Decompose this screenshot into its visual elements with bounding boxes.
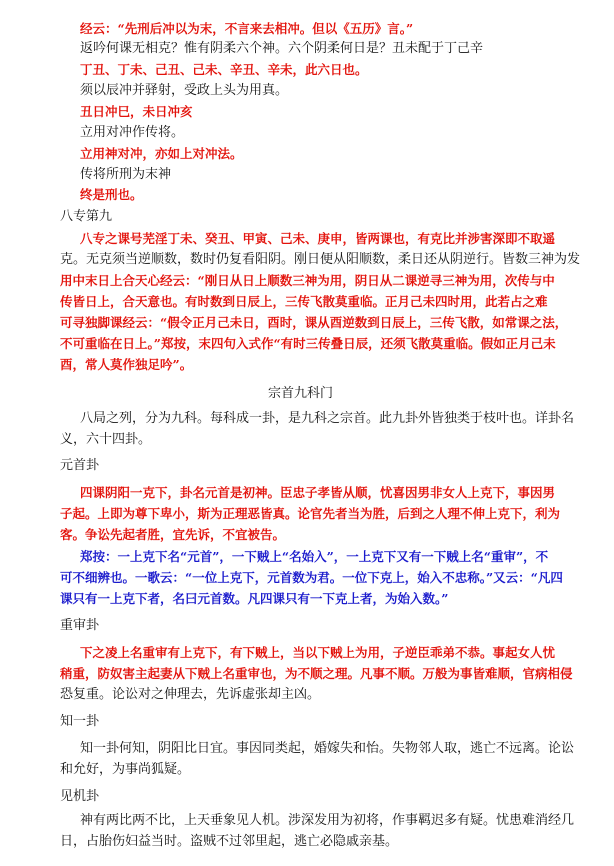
text-line: 子起。上即为尊下卑小，斯为正理恶皆真。论官先者当为胜，后到之人理不伸上克下，利为 [60,506,561,521]
text-line: 四课阴阳一克下，卦名元首是初神。臣忠子孝皆从顺，忧喜因男非女人上克下，事因男 [80,485,556,500]
text-line: 克。无克须当逆顺数，数时仍复看阳阴。刚日便从阳顺数，柔日还从阴逆行。皆数三神为发 [60,252,581,267]
text-line: 恐复重。论讼对之伸理去，先诉虚张却主凶。 [60,687,321,702]
text-line: 立用对冲作传将。 [80,125,185,140]
text-line: 不可重临在日上。”郑按，末四句入式作“有时三传叠日辰，还须飞散莫重临。假如正月己未 [60,336,556,351]
text-line: 丑日冲巳，未日冲亥 [80,104,193,119]
text-line: 酉，常人莫作独足吟”。 [60,357,193,372]
text-line: 返吟何课无相克？惟有阴柔六个神。六个阴柔何日是？丑未配于丁己辛 [80,41,484,56]
text-line: 须以辰冲并驿射，受政上头为用真。 [80,83,289,98]
text-line: 神有两比两不比，上天垂象见人机。涉深发用为初将，作事羁迟多有疑。忧患难消经几 [80,813,575,828]
text-line: 终是刑也。 [80,187,143,202]
section-heading: 元首卦 [60,458,100,473]
text-line: 可寻独脚课经云：“假令正月己未日，酉时，课从酉逆数到日辰上，三传飞散，如常课之法， [60,315,568,330]
section-heading: 重审卦 [60,618,100,633]
text-line: 客。争讼先起者胜，宜先诉，不宜被告。 [60,527,286,542]
text-line: 郑按：一上克下名“元首”，一下贼上“名始入”，一上克下又有一下贼上名“重审”，不 [80,549,549,564]
section-heading: 知一卦 [60,714,100,729]
text-line: 八专之课号芜淫丁未、癸丑、甲寅、己未、庚申，皆两课也，有克比并涉害深即不取遥 [80,231,556,246]
section-heading: 见机卦 [60,789,100,804]
text-line: 日，占胎伤妇益当时。盗贼不过邻里起，逃亡必隐戚亲基。 [60,834,399,849]
text-line: 八局之列，分为九科。每科成一卦，是九科之宗首。此九卦外皆独类于枝叶也。详卦名 [80,411,575,426]
text-line: 经云：“先刑后冲以为末，不言来去相冲。但以《五历》言。” [80,21,414,36]
text-line: 用中末日上合天心经云：“刚日从日上顺数三神为用，阴日从二课逆寻三神为用，次传与中 [60,273,555,288]
text-line: 传将所刑为末神 [80,167,172,182]
text-line: 丁丑、丁未、己丑、己未、辛丑、辛未，此六日也。 [80,62,368,77]
section-title: 宗首九科门 [268,386,334,401]
text-line [80,230,555,249]
text-line: 可不细辨也。一歌云：“一位上克下，元首数为君。一位下克上，始入不忠称。”又云：“凡四 [60,570,563,585]
text-line: 知一卦何知，阴阳比日宜。事因同类起，婚嫁失和怡。失物邻人取，逃亡不远离。论讼 [80,741,575,756]
text-line: 立用神对冲，亦如上对冲法。 [80,146,243,161]
text-line: 和允好，为事尚狐疑。 [60,762,191,777]
text-line: 稍重，防奴害主起妻从下贼上名重审也，为不顺之理。凡事不顺。万般为事皆难顺，官病相侵 [60,666,573,681]
section-heading: 八专第九 [60,209,113,224]
text-line: 下之凌上名重审有上克下，有下贼上，当以下贼上为用，子逆臣乖弟不恭。事起女人忧 [80,645,556,660]
text-line: 传皆日上，合天意也。有时数到日辰上，三传飞散莫重临。正月己未四时用，此若占之难 [60,294,548,309]
text-line: 课只有一上克下者，名曰元首数。凡四课只有一下克上者，为始入数。” [60,591,449,606]
text-line: 义，六十四卦。 [60,432,152,447]
